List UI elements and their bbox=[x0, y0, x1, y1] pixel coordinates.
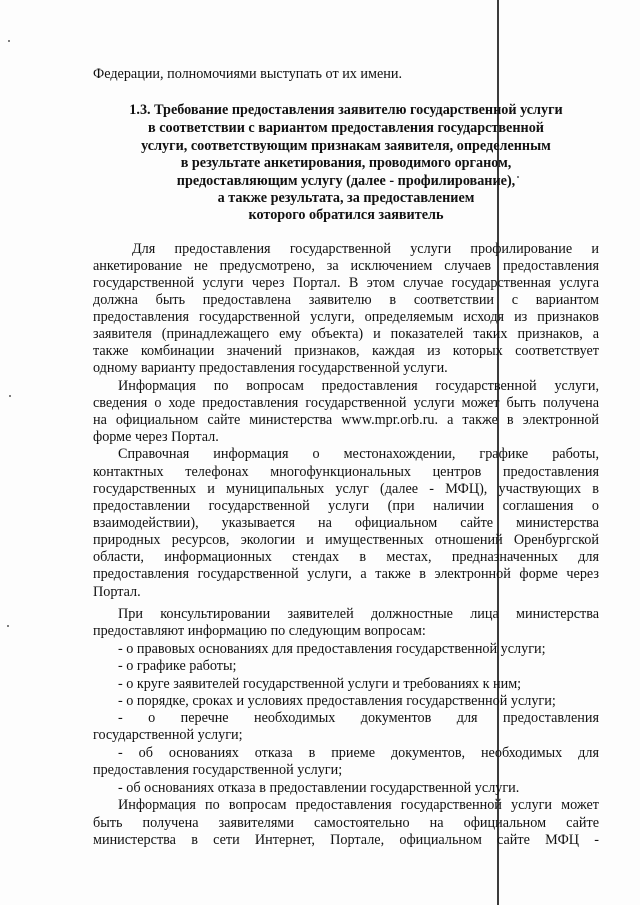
body-line: предоставляют информацию по следующим вопросам: bbox=[93, 623, 426, 639]
body-line: Портал. bbox=[93, 584, 141, 600]
body-line: предоставлении государственной услуги (при наличии соглашения о bbox=[93, 498, 599, 514]
section-title-line: которого обратился заявитель bbox=[248, 207, 444, 223]
scan-speck bbox=[7, 625, 9, 627]
list-item-continuation: предоставления государственной услуги; bbox=[93, 762, 343, 778]
top-line: Федерации, полномочиями выступать от их имени. bbox=[93, 66, 403, 82]
body-line: Справочная информация о местонахождении, графике работы, bbox=[118, 446, 599, 462]
list-item: - о перечне необходимых документов для предоставления bbox=[118, 710, 599, 726]
body-line: форме через Портал. bbox=[93, 429, 219, 445]
list-item: - об основаниях отказа в предоставлении государственной услуги. bbox=[118, 780, 520, 796]
body-line: заявителя (принадлежащего ему объекта) и показателей таких признаков, а bbox=[93, 326, 599, 342]
body-line: министерства в сети Интернет, Портале, официальном сайте МФЦ - bbox=[93, 832, 599, 848]
body-line: Для предоставления государственной услуги профилирование и bbox=[132, 241, 599, 257]
body-line: контактных телефонах многофункциональных центров предоставления bbox=[93, 464, 599, 480]
body-line: области, информационных стендах в местах, предназначенных для bbox=[93, 549, 599, 565]
list-item: - о круге заявителей государственной услуги и требованиях к ним; bbox=[118, 676, 522, 692]
body-line: быть получена заявителями самостоятельно на официальном сайте bbox=[93, 815, 599, 831]
section-title-line: в соответствии с вариантом предоставления государственной bbox=[148, 120, 544, 136]
section-title-line: 1.3. Требование предоставления заявителю государственной услуги bbox=[129, 102, 563, 118]
body-line: на официальном сайте министерства www.mpr.orb.ru. а также в электронной bbox=[93, 412, 599, 428]
body-line: одному варианту предоставления государственной услуги. bbox=[93, 360, 448, 376]
body-line: анкетирование не предусмотрено, за исключением случаев предоставления bbox=[93, 258, 599, 274]
body-line: предоставления государственной услуги, а также в электронной форме через bbox=[93, 566, 599, 582]
section-title-line: в результате анкетирования, проводимого органом, bbox=[180, 155, 512, 171]
list-item: - о графике работы; bbox=[118, 658, 237, 674]
body-line: предоставления государственной услуги, определяемым исходя из признаков bbox=[93, 309, 599, 325]
list-item: - о правовых основаниях для предоставления государственной услуги; bbox=[118, 641, 546, 657]
body-line: При консультировании заявителей должностные лица министерства bbox=[118, 606, 599, 622]
body-line: сведения о ходе предоставления государственной услуги может быть получена bbox=[93, 395, 599, 411]
section-title-line: а также результата, за предоставлением bbox=[217, 190, 475, 206]
list-item-continuation: государственной услуги; bbox=[93, 727, 243, 743]
body-line: Информация по вопросам предоставления государственной услуги может bbox=[118, 797, 599, 813]
body-line: взаимодействии), указывается на официальном сайте министерства bbox=[93, 515, 599, 531]
body-line: также комбинации значений признаков, каждая из которых соответствует bbox=[93, 343, 599, 359]
section-title-line: услуги, соответствующим признакам заявителя, определенным bbox=[141, 138, 551, 154]
scan-speck bbox=[8, 40, 10, 42]
body-line: Информация по вопросам предоставления государственной услуги, bbox=[118, 378, 599, 394]
body-line: природных ресурсов, экологии и имущественных отношений Оренбургской bbox=[93, 532, 599, 548]
list-item: - об основаниях отказа в приеме документов, необходимых для bbox=[118, 745, 599, 761]
body-line: должна быть предоставлена заявителю в соответствии с вариантом bbox=[93, 292, 599, 308]
body-line: государственных и муниципальных услуг (далее - МФЦ), участвующих в bbox=[93, 481, 599, 497]
section-title-line: предоставляющим услугу (далее - профилирование), bbox=[176, 173, 516, 189]
body-line: государственной услуги через Портал. В этом случае государственная услуга bbox=[93, 275, 599, 291]
list-item: - о порядке, сроках и условиях предоставления государственной услуги; bbox=[118, 693, 556, 709]
scan-speck bbox=[9, 395, 11, 397]
